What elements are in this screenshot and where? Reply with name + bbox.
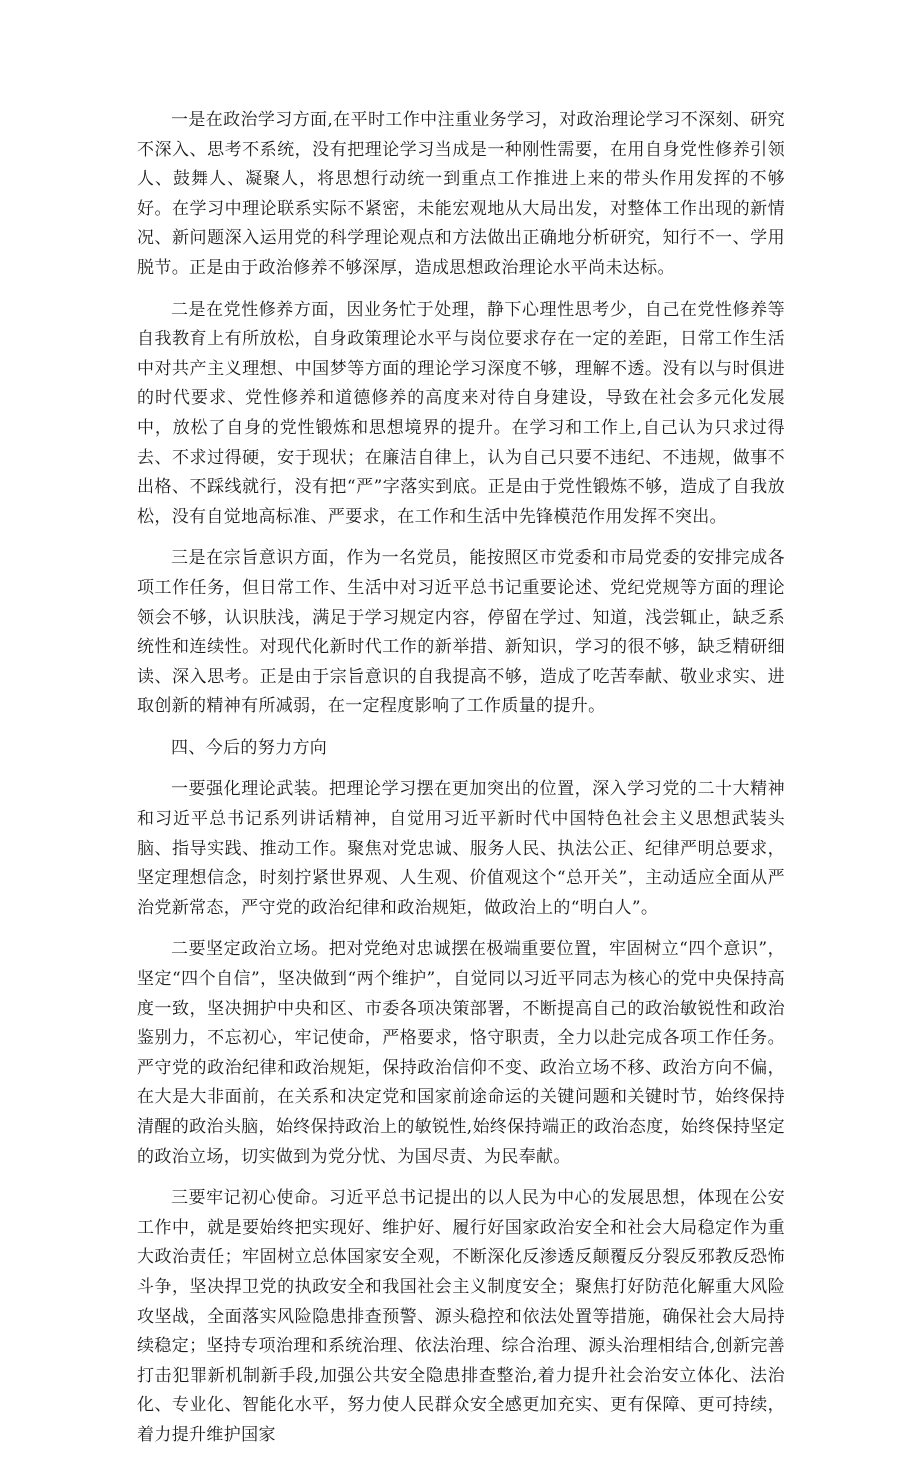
section-heading-future-direction: 四、今后的努力方向 xyxy=(171,737,328,758)
paragraph-purpose-awareness: 三是在宗旨意识方面，作为一名党员，能按照区市党委和市局党委的安排完成各项工作任务，但日常工作、生活中对习近平总书记重要论述、党纪党规等方面的理论领会不够，认识肤浅，满足于学习规定内容，停留在学过、知道，浅尝辄止，缺乏系统性和连续性。对现代化新时代工作的新举措、新知识，学习的很不够，缺乏精研细读、深入思考。正是由于宗旨意识的自我提高不够，造成了吃苦奉献、敬业求实、进取创新的精神有所减弱，在一定程度影响了工作质量的提升。 xyxy=(137,548,785,717)
document-body xyxy=(137,106,785,1463)
paragraph-political-stance: 二要坚定政治立场。把对党绝对忠诚摆在极端重要位置，牢固树立“四个意识”，坚定“四个自信”，坚决做到“两个维护”，自觉同以习近平同志为核心的党中央保持高度一致，坚决拥护中央和区、市委各项决策部署，不断提高自己的政治敏锐性和政治鉴别力，不忘初心，牢记使命，严格要求，恪守职责，全力以赴完成各项工作任务。严守党的政治纪律和政治规矩，保持政治信仰不变、政治立场不移、政治方向不偏，在大是大非面前，在关系和决定党和国家前途命运的关键问题和关键时节，始终保持清醒的政治头脑，始终保持政治上的敏锐性,始终保持端正的政治态度，始终保持坚定的政治立场，切实做到为党分忧、为国尽责、为民奉献。 xyxy=(137,939,785,1167)
paragraph-party-spirit: 二是在党性修养方面，因业务忙于处理，静下心理性思考少，自己在党性修养等自我教育上有所放松，自身政策理论水平与岗位要求存在一定的差距，日常工作生活中对共产主义理想、中国梦等方面的理论学习深度不够，理解不透。没有以与时俱进的时代要求、党性修养和道德修养的高度来对待自身建设，导致在社会多元化发展中，放松了自身的党性锻炼和思想境界的提升。在学习和工作上,自己认为只求过得去、不求过得硬，安于现状；在廉洁自律上，认为自己只要不违纪、不违规，做事不出格、不踩线就行，没有把“严”字落实到底。正是由于党性锻炼不够，造成了自我放松，没有自觉地高标准、严要求，在工作和生活中先锋模范作用发挥不突出。 xyxy=(137,299,785,527)
paragraph-theory-armament: 一要强化理论武装。把理论学习摆在更加突出的位置，深入学习党的二十大精神和习近平总书记系列讲话精神，自觉用习近平新时代中国特色社会主义思想武装头脑、指导实践、推动工作。聚焦对党忠诚、服务人民、执法公正、纪律严明总要求，坚定理想信念，时刻拧紧世界观、人生观、价值观这个“总开关”，主动适应全面从严治党新常态，严守党的政治纪律和政治规矩，做政治上的“明白人”。 xyxy=(137,779,785,918)
paragraph-original-mission: 三要牢记初心使命。习近平总书记提出的以人民为中心的发展思想，体现在公安工作中，就是要始终把实现好、维护好、履行好国家政治安全和社会大局稳定作为重大政治责任；牢固树立总体国家安全观，不断深化反渗透反颠覆反分裂反邪教反恐怖斗争，坚决捍卫党的执政安全和我国社会主义制度安全；聚焦打好防范化解重大风险攻坚战，全面落实风险隐患排查预警、源头稳控和依法处置等措施，确保社会大局持续稳定；坚持专项治理和系统治理、依法治理、综合治理、源头治理相结合,创新完善打击犯罪新机制新手段,加强公共安全隐患排查整治,着力提升社会治安立体化、法治化、专业化、智能化水平，努力使人民群众安全感更加充实、更有保障、更可持续，着力提升维护国家 xyxy=(137,1188,785,1445)
paragraph-political-study: 一是在政治学习方面,在平时工作中注重业务学习，对政治理论学习不深刻、研究不深入、思考不系统，没有把理论学习当成是一种刚性需要，在用自身党性修养引领人、鼓舞人、凝聚人，将思想行动统一到重点工作推进上来的带头作用发挥的不够好。在学习中理论联系实际不紧密，未能宏观地从大局出发，对整体工作出现的新情况、新问题深入运用党的科学理论观点和方法做出正确地分析研究，知行不一、学用脱节。正是由于政治修养不够深厚，造成思想政治理论水平尚未达标。 xyxy=(137,110,785,278)
